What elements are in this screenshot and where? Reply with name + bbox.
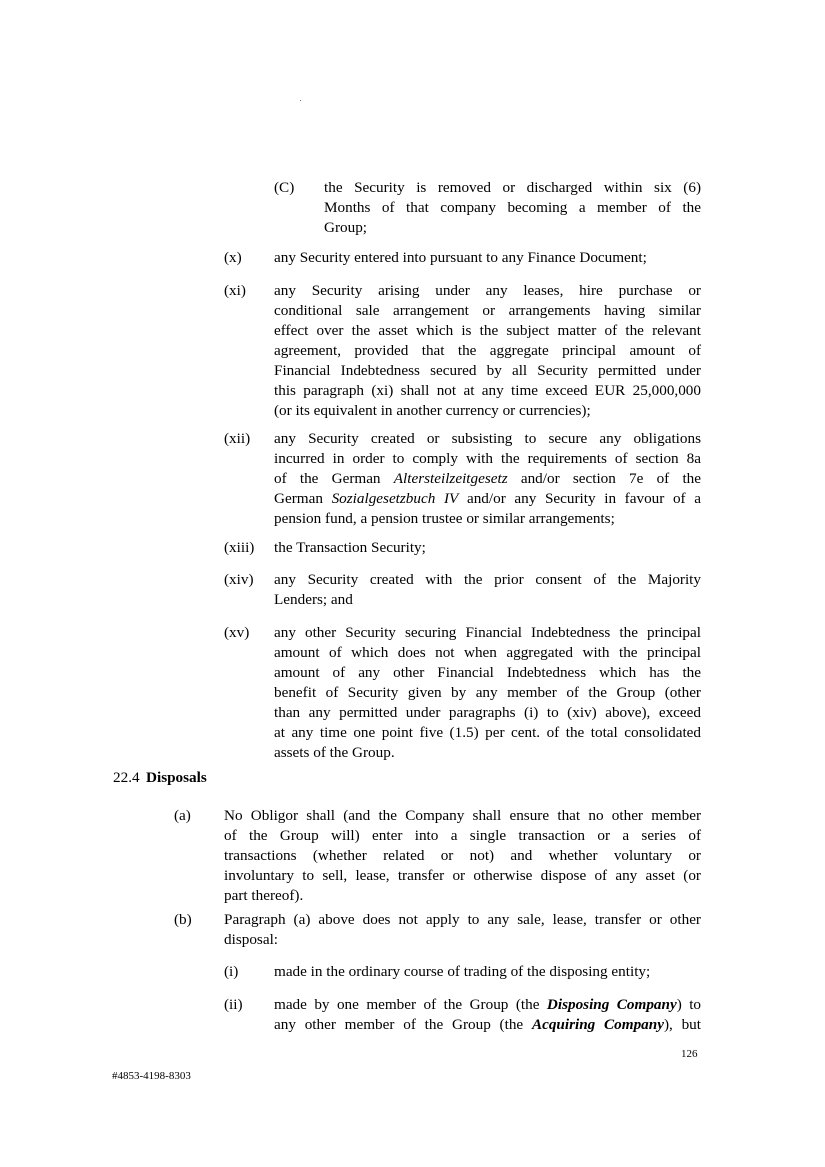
clause-number: (xii) bbox=[224, 430, 251, 447]
stray-mark bbox=[300, 100, 301, 101]
clause-number: (C) bbox=[274, 179, 295, 196]
clause-text: any Security arising under any leases, hire purchase or conditional sale arrangement or arrangements having similar effect over the asset which is the subject matter of the relevant agreement, provided that the aggregate principal amount of Financial Indebtedness secured by all Security permitted under this paragraph (xi) shall not at any time exceed EUR 25,000,000 (or its equivalent in another currency or currencies); bbox=[274, 282, 701, 419]
clause-number: (ii) bbox=[224, 996, 243, 1013]
clause-number: (a) bbox=[174, 807, 191, 824]
section-number: 22.4 bbox=[113, 769, 140, 786]
clause-number: (xi) bbox=[224, 282, 246, 299]
clause-text: No Obligor shall (and the Company shall ensure that no other member of the Group will) enter into a single transaction or a series of transactions (whether related or not) and whether voluntary or involuntary to sell, lease, transfer or otherwise dispose of any asset (or part thereof). bbox=[224, 807, 701, 904]
clause-number: (x) bbox=[224, 249, 242, 266]
clause-text: any Security entered into pursuant to any Finance Document; bbox=[274, 249, 647, 266]
clause-text: any other Security securing Financial Indebtedness the principal amount of which does not when aggregated with the principal amount of any other Financial Indebtedness which has the benefit of Security given by any member of the Group (other than any permitted under paragraphs (i) to (xiv) above), exceed at any time one point five (1.5) per cent. of the total consolidated assets of the Group. bbox=[274, 624, 701, 761]
clause-number: (b) bbox=[174, 911, 192, 928]
clause-number: (xv) bbox=[224, 624, 250, 641]
clause-text: made by one member of the Group (the Disposing Company) to any other member of the Group (the Acquiring Company), but bbox=[274, 996, 702, 1033]
defined-term: Disposing Company bbox=[546, 996, 677, 1013]
defined-term: Acquiring Company bbox=[531, 1016, 664, 1033]
page-number: 126 bbox=[681, 1048, 698, 1060]
clause-number: (xiv) bbox=[224, 571, 254, 588]
clause-number: (i) bbox=[224, 963, 239, 980]
section-title: Disposals bbox=[146, 769, 207, 786]
clause-text: made in the ordinary course of trading of the disposing entity; bbox=[274, 963, 651, 980]
clause-text: Paragraph (a) above does not apply to any sale, lease, transfer or other disposal: bbox=[224, 911, 701, 948]
clause-text: any Security created or subsisting to secure any obligations incurred in order to comply with the requirements of section 8a of the German Altersteilzeitgesetz and/or section 7e of the German Sozialgesetzbuch IV and/or any Security in favour of a pension fund, a pension trustee or similar arrangements; bbox=[274, 430, 701, 527]
clause-number: (xiii) bbox=[224, 539, 255, 556]
document-id: #4853-4198-8303 bbox=[112, 1070, 191, 1082]
clause-text: the Security is removed or discharged within six (6) Months of that company becoming a member of the Group; bbox=[324, 179, 701, 236]
clause-text: any Security created with the prior consent of the Majority Lenders; and bbox=[274, 571, 701, 608]
clause-text: the Transaction Security; bbox=[274, 539, 426, 556]
